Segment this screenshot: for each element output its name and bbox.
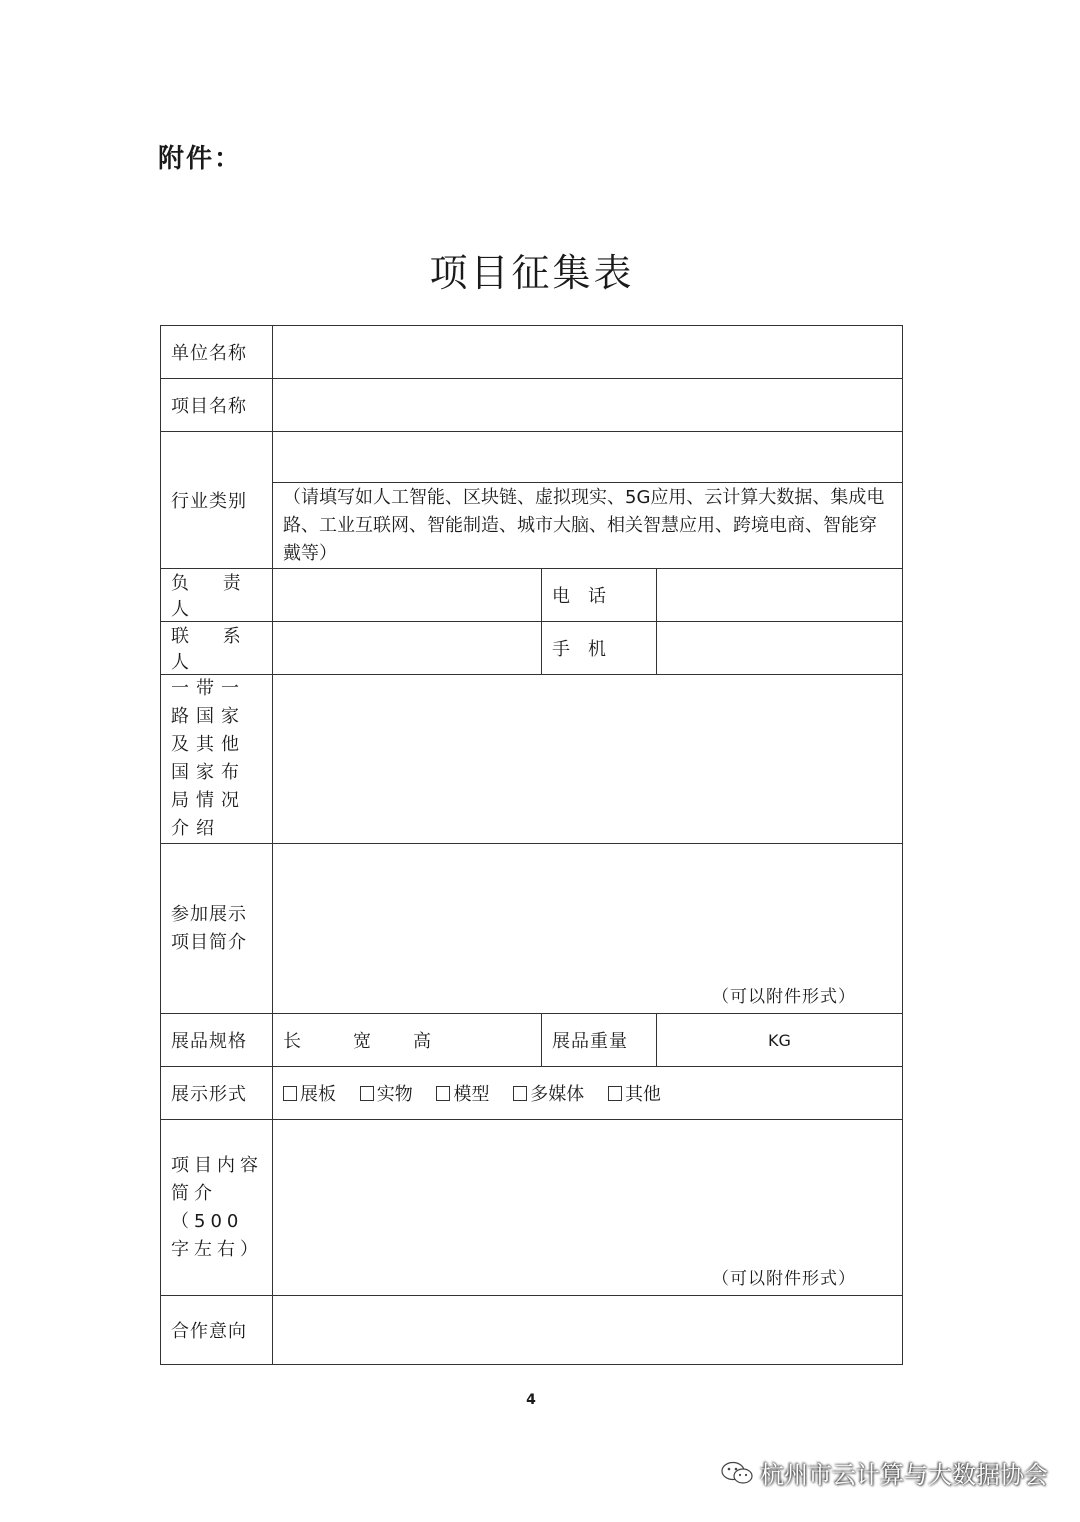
belt-road-field[interactable] [273, 675, 903, 844]
mobile-label: 手 机 [542, 622, 657, 675]
option-other[interactable] [608, 1084, 661, 1105]
display-form-options [273, 1067, 903, 1120]
unit-name-field[interactable] [273, 326, 903, 379]
weight-field[interactable] [657, 1014, 903, 1067]
leader-label: 负 责 人 [161, 569, 273, 622]
checkbox-icon[interactable] [513, 1086, 527, 1101]
option-multimedia[interactable] [513, 1084, 584, 1105]
phone-label: 电 话 [542, 569, 657, 622]
wechat-icon [720, 1461, 754, 1485]
option-label: 展板 [300, 1084, 336, 1105]
phone-field[interactable] [657, 569, 903, 622]
option-label: 模型 [453, 1084, 490, 1105]
contact-label: 联 系 人 [161, 622, 273, 675]
showcase-intro-label: 参加展示项目简介 [161, 844, 273, 1014]
checkbox-icon[interactable] [283, 1086, 297, 1101]
project-name-field[interactable] [273, 379, 903, 432]
industry-label: 行业类别 [161, 432, 273, 569]
content-intro-label: 项目内容简介（500字左右） [161, 1120, 273, 1296]
industry-cell[interactable] [273, 432, 903, 569]
width-label: 宽 [353, 1031, 371, 1052]
cooperation-label: 合作意向 [161, 1296, 273, 1365]
showcase-intro-field[interactable] [273, 844, 903, 1014]
mobile-field[interactable] [657, 622, 903, 675]
wechat-watermark [720, 1455, 1048, 1490]
option-model[interactable] [436, 1084, 489, 1105]
industry-field[interactable] [273, 432, 902, 483]
display-form-label: 展示形式 [161, 1067, 273, 1120]
length-label: 长 [283, 1031, 301, 1052]
attach-hint: （可以附件形式） [712, 987, 856, 1007]
leader-field[interactable] [273, 569, 542, 622]
checkbox-icon[interactable] [360, 1086, 374, 1101]
weight-unit: KG [768, 1030, 791, 1050]
attachment-label: 附件： [158, 144, 243, 174]
option-label: 实物 [376, 1084, 413, 1105]
option-label: 其他 [624, 1084, 661, 1105]
page-number: 4 [526, 1392, 536, 1408]
form-title: 项目征集表 [429, 251, 635, 295]
belt-road-label: 一带一路国家及其他国家布局情况介绍 [161, 675, 273, 844]
weight-label: 展品重量 [542, 1014, 657, 1067]
height-label: 高 [413, 1031, 431, 1052]
cooperation-field[interactable] [273, 1296, 903, 1365]
option-physical[interactable] [360, 1084, 413, 1105]
spec-label: 展品规格 [161, 1014, 273, 1067]
spec-field[interactable] [273, 1014, 542, 1067]
unit-name-label: 单位名称 [161, 326, 273, 379]
checkbox-icon[interactable] [436, 1086, 450, 1101]
option-label: 多媒体 [530, 1084, 585, 1105]
option-board[interactable] [283, 1084, 336, 1105]
watermark-text: 杭州市云计算与大数据协会 [760, 1461, 1048, 1489]
industry-note: （请填写如人工智能、区块链、虚拟现实、5G应用、云计算大数据、集成电路、工业互联网、智能制造、城市大脑、相关智慧应用、跨境电商、智能穿戴等） [283, 487, 885, 564]
project-name-label: 项目名称 [161, 379, 273, 432]
checkbox-icon[interactable] [608, 1086, 622, 1101]
project-collection-form [160, 325, 903, 1365]
attach-hint: （可以附件形式） [712, 1269, 856, 1289]
contact-field[interactable] [273, 622, 542, 675]
content-intro-field[interactable] [273, 1120, 903, 1296]
